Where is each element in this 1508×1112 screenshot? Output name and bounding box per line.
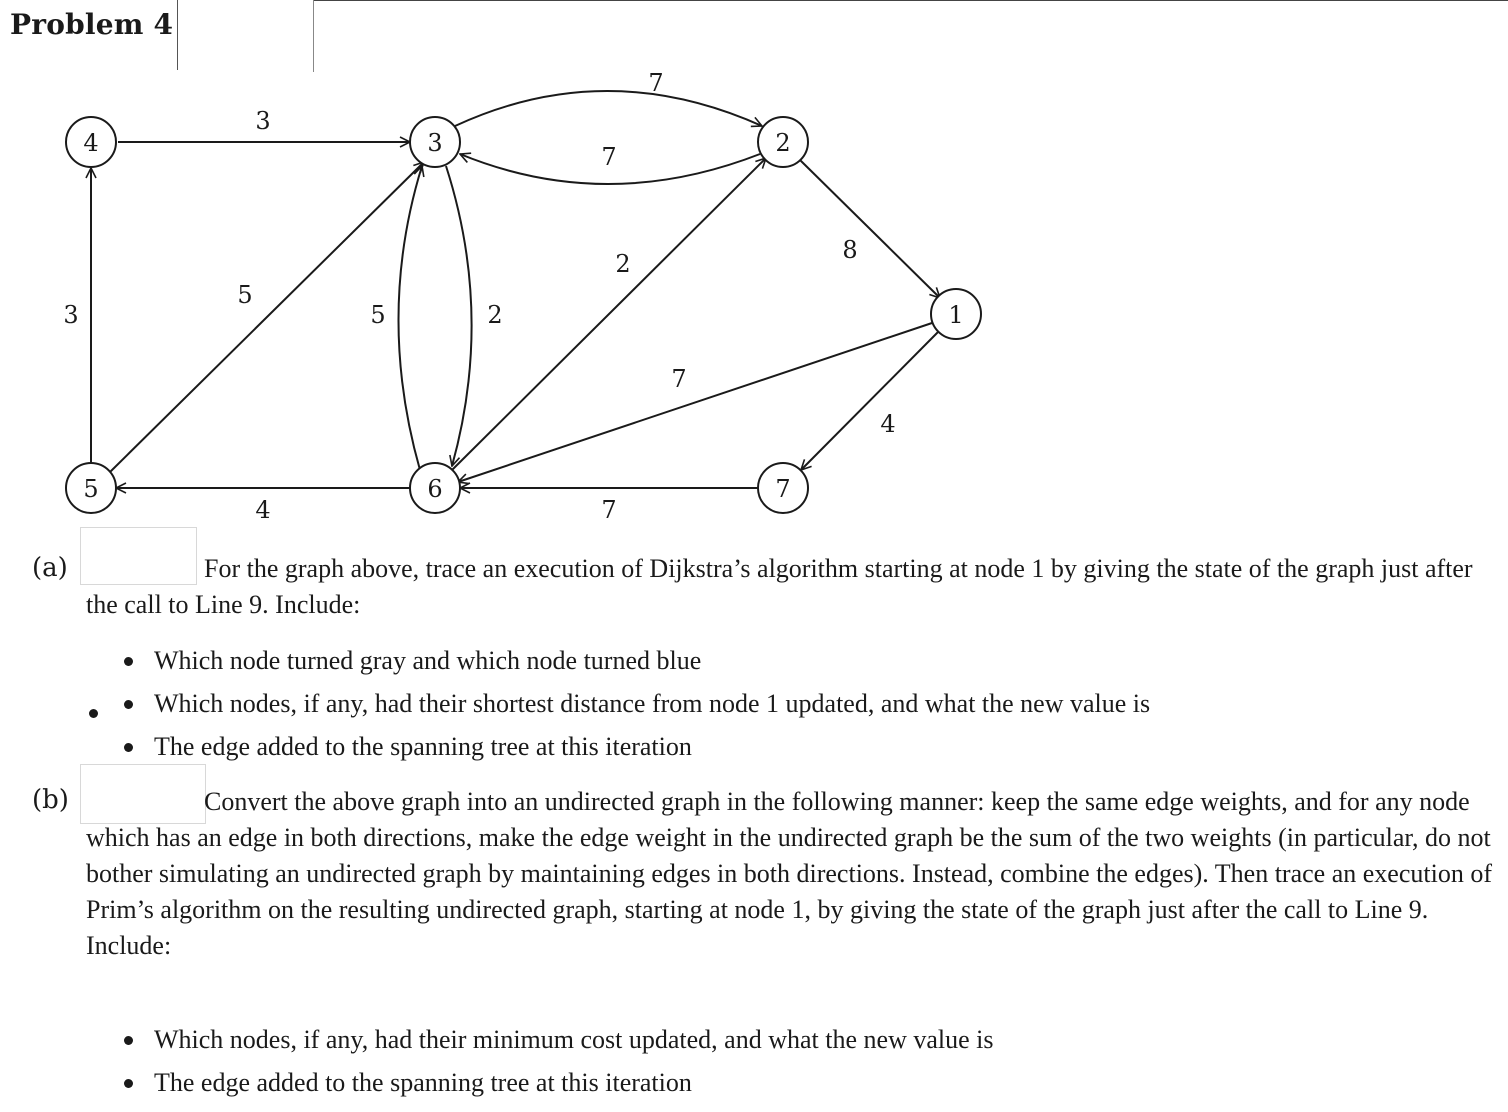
node-3 [410, 117, 460, 167]
edge-1-6 [458, 323, 932, 482]
edge-label-1-7: 4 [880, 410, 896, 438]
edge-label-3-6: 2 [487, 301, 503, 329]
part-a-text [86, 551, 1498, 623]
edge-label-6-5: 4 [255, 496, 271, 524]
edge-6-3 [398, 166, 422, 470]
edge-label-6-2: 2 [615, 250, 631, 278]
node-7 [758, 463, 808, 513]
edge-label-2-3: 7 [601, 143, 617, 171]
part-a-bullet: Which node turned gray and which node turned blue [116, 639, 1496, 682]
edge-label-5-3: 5 [237, 281, 253, 309]
node-label-3: 3 [427, 129, 443, 157]
part-b-bullet: Which nodes, if any, had their minimum cost updated, and what the new value is [116, 1018, 1496, 1061]
directed-graph [0, 0, 1508, 540]
part-b-bullet: The edge added to the spanning tree at this iteration [116, 1061, 1496, 1104]
edge-label-2-1: 8 [842, 236, 858, 264]
node-5 [66, 463, 116, 513]
part-b-bullets [116, 1018, 1496, 1104]
node-4 [66, 117, 116, 167]
bullet-mark [89, 709, 98, 718]
part-a-bullet: The edge added to the spanning tree at this iteration [116, 725, 1496, 768]
edge-label-4-3: 3 [255, 107, 271, 135]
part-a-bullet: Which nodes, if any, had their shortest distance from node 1 updated, and what the new value is [116, 682, 1496, 725]
node-2 [758, 117, 808, 167]
problem-title: Problem 4 [10, 8, 174, 41]
edge-label-3-2: 7 [648, 69, 664, 97]
part-b-text [86, 784, 1498, 964]
edge-label-1-6: 7 [671, 365, 687, 393]
edge-label-7-6: 7 [601, 496, 617, 524]
part-b-paragraph: Convert the above graph into an undirected graph in the following manner: keep the same edge weights, and for any node which has an edge in both directions, make the edge weight in the undirected graph be the sum of the two weights (in particular, do not bother simulating an undirected graph by maintaining edges in both directions. Instead, combine the edges). Then trace an execution of Prim’s algorithm on the resulting undirected graph, starting at node 1, by giving the state of the graph just after the call to Line 9. Include: [86, 787, 1492, 960]
node-label-4: 4 [83, 129, 99, 157]
node-6 [410, 463, 460, 513]
part-a-paragraph: For the graph above, trace an execution of Dijkstra’s algorithm starting at node 1 by giving the state of the graph just after the call to Line 9. Include: [86, 554, 1473, 619]
edge-label-6-3: 5 [370, 301, 386, 329]
part-a-label: (a) [32, 553, 68, 583]
edge-2-1 [800, 160, 940, 298]
part-b-label: (b) [32, 785, 69, 815]
node-label-5: 5 [83, 475, 99, 503]
edge-1-7 [801, 330, 940, 470]
edge-label-5-4: 3 [63, 301, 79, 329]
node-label-6: 6 [427, 475, 443, 503]
node-1 [931, 289, 981, 339]
node-label-7: 7 [775, 475, 791, 503]
part-a-bullets [116, 639, 1496, 768]
node-label-1: 1 [948, 301, 964, 329]
edge-3-2 [455, 91, 762, 126]
node-label-2: 2 [775, 129, 791, 157]
edge-3-6 [446, 166, 472, 466]
